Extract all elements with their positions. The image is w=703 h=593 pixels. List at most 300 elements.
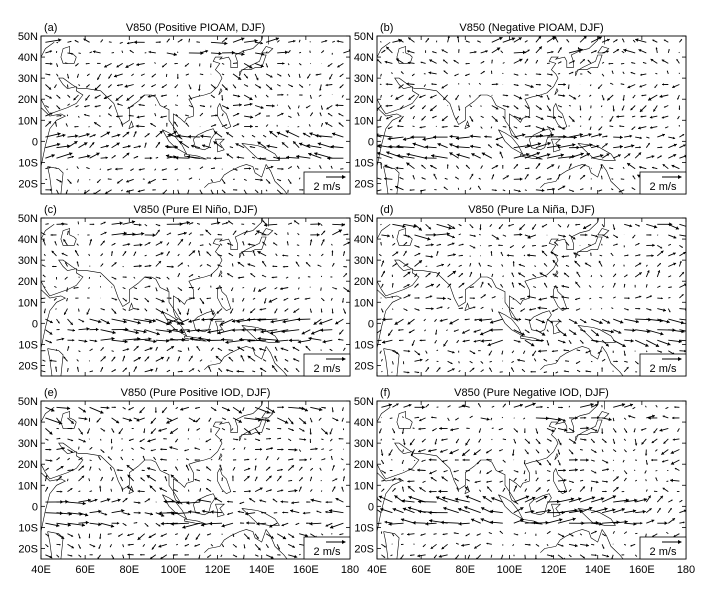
wind-vector [425, 145, 437, 149]
wind-vector [673, 438, 680, 441]
wind-vector [503, 116, 505, 119]
wind-vector [332, 244, 333, 246]
wind-vector [57, 95, 61, 98]
wind-vector [282, 254, 288, 256]
wind-vector [253, 251, 255, 256]
wind-vector [233, 103, 242, 106]
wind-vector [233, 113, 239, 116]
wind-vector [68, 555, 73, 557]
wind-vector [95, 95, 101, 98]
wind-vector [293, 347, 300, 351]
lat-label: 0 [31, 501, 38, 514]
wind-vector [613, 319, 623, 324]
wind-vector [310, 51, 311, 53]
wind-vector [525, 85, 534, 89]
wind-vector [613, 40, 617, 43]
wind-vector [448, 243, 455, 246]
wind-vector [145, 133, 150, 137]
wind-vector [404, 309, 408, 311]
wind-vector [77, 166, 79, 168]
wind-vector [534, 266, 536, 267]
wind-vector [575, 298, 580, 300]
wind-vector [580, 555, 585, 558]
wind-vector [588, 244, 591, 245]
lat-label: 50N [17, 396, 38, 408]
wind-vector [332, 309, 334, 314]
wind-vector [422, 106, 425, 110]
wind-vector [668, 276, 671, 277]
wind-vector [134, 501, 141, 504]
lat-label: 20N [353, 276, 374, 289]
wind-vector [288, 179, 291, 184]
wind-vector [321, 239, 324, 245]
wind-vector [534, 359, 536, 362]
wind-vector [481, 418, 490, 421]
lat-label: 30N [353, 73, 374, 86]
wind-vector [343, 251, 345, 256]
wind-vector [331, 298, 332, 301]
wind-vector [321, 428, 328, 434]
panel-letter: (f) [380, 387, 391, 399]
wind-vector [668, 49, 669, 53]
wind-vector [138, 190, 145, 193]
wind-vector [178, 263, 183, 267]
wind-vector [57, 338, 65, 341]
lat-label: 50N [353, 31, 374, 43]
wind-vector [536, 439, 540, 444]
wind-vector [525, 125, 531, 127]
wind-vector [486, 459, 491, 461]
lat-label: 10S [354, 339, 374, 352]
wind-vector [167, 277, 170, 279]
wind-vector [274, 356, 277, 362]
wind-vector [536, 73, 541, 75]
lat-label: 0 [31, 318, 38, 331]
wind-vector [321, 231, 325, 235]
coastline [397, 412, 412, 429]
wind-vector [514, 478, 517, 481]
wind-vector [306, 346, 311, 351]
wind-vector [443, 533, 448, 535]
wind-vector [332, 288, 337, 290]
wind-vector [591, 154, 603, 158]
wind-vector [319, 418, 321, 421]
wind-vector [112, 351, 114, 352]
wind-vector [547, 178, 552, 180]
wind-vector [68, 488, 73, 491]
wind-vector [255, 466, 257, 471]
wind-vector [591, 531, 597, 534]
wind-vector [598, 190, 602, 192]
wind-vector [112, 143, 120, 148]
wind-vector [145, 309, 147, 312]
wind-vector [198, 276, 200, 277]
wind-vector [186, 123, 189, 127]
wind-vector [409, 496, 426, 502]
wind-vector [303, 133, 310, 137]
wind-vector [613, 330, 621, 334]
wind-vector [76, 106, 79, 108]
wind-vector [123, 309, 126, 311]
wind-vector [288, 418, 293, 424]
wind-vector [299, 85, 303, 88]
wind-vector [288, 116, 291, 118]
wind-vector [424, 156, 437, 160]
wind-vector [298, 288, 299, 290]
wind-vector [589, 285, 591, 287]
wind-vector [155, 169, 156, 171]
wind-vector [332, 407, 334, 412]
wind-vector [45, 418, 62, 425]
wind-vector [281, 348, 289, 351]
wind-vector [635, 296, 641, 299]
wind-vector [167, 346, 174, 350]
wind-vector [558, 340, 566, 343]
wind-vector [111, 489, 112, 492]
wind-vector [293, 141, 299, 147]
wind-vector [580, 544, 589, 547]
wind-vector [490, 224, 492, 226]
wind-vector [79, 340, 88, 343]
wind-vector [134, 131, 137, 137]
wind-vector [230, 146, 233, 147]
wind-vector [446, 330, 447, 331]
wind-vector [152, 544, 156, 549]
wind-vector [569, 450, 573, 455]
wind-vector [310, 418, 312, 422]
wind-vector [441, 439, 447, 441]
wind-vector [514, 127, 517, 129]
wind-vector [284, 368, 288, 372]
wind-vector [245, 512, 255, 516]
wind-vector [415, 245, 420, 247]
wind-vector [514, 340, 521, 343]
wind-vector [57, 179, 62, 182]
wind-vector [657, 508, 660, 513]
wind-vector [158, 544, 166, 547]
reference-vector-label: 2 m/s [313, 181, 341, 193]
wind-vector [508, 224, 514, 226]
coastline [28, 32, 264, 139]
wind-vector [395, 186, 403, 190]
wind-vector [580, 36, 587, 43]
wind-vector [276, 254, 278, 256]
wind-vector [461, 544, 470, 547]
wind-vector [492, 165, 498, 169]
wind-vector [338, 113, 343, 116]
wind-vector [544, 372, 547, 373]
wind-vector [426, 284, 434, 288]
wind-vector [105, 190, 112, 194]
wind-vector [211, 52, 222, 56]
wind-vector [299, 52, 301, 53]
wind-vector [646, 137, 649, 138]
wind-vector [470, 245, 476, 248]
wind-vector [226, 132, 233, 137]
wind-vector [68, 346, 70, 351]
wind-vector [90, 142, 95, 148]
wind-vector [397, 125, 403, 127]
wind-vector [316, 74, 322, 76]
wind-vector [613, 297, 616, 298]
wind-vector [525, 50, 530, 53]
wind-vector [624, 275, 627, 277]
wind-vector [139, 104, 145, 106]
wind-vector [147, 439, 155, 443]
wind-vector [430, 106, 437, 112]
wind-vector [331, 166, 332, 169]
wind-vector [396, 145, 414, 149]
wind-vector [403, 439, 405, 445]
wind-vector [444, 71, 448, 74]
wind-vector [112, 243, 116, 245]
wind-vector [434, 174, 437, 180]
wind-vector [646, 244, 655, 247]
wind-vector [123, 243, 130, 246]
wind-vector [638, 126, 646, 129]
wind-vector [277, 469, 283, 471]
wind-vector [277, 62, 284, 65]
wind-vector [211, 407, 216, 411]
wind-vector [218, 234, 222, 236]
wind-vector [178, 351, 182, 353]
wind-vector [244, 459, 249, 461]
wind-vector [479, 83, 481, 84]
wind-vector [222, 190, 225, 193]
wind-vector [342, 95, 343, 98]
wind-vector [469, 83, 470, 84]
wind-vector [68, 339, 75, 342]
wind-vector [642, 439, 647, 445]
wind-vector [160, 116, 166, 118]
wind-vector [601, 275, 603, 277]
wind-vector [231, 288, 233, 292]
wind-vector [657, 340, 670, 345]
wind-vector [442, 544, 448, 549]
wind-vector [178, 371, 183, 373]
lat-label: 50N [17, 31, 38, 43]
wind-vector [222, 523, 234, 527]
wind-vector [558, 330, 567, 336]
wind-vector [45, 223, 48, 224]
wind-vector [489, 368, 492, 372]
wind-vector [426, 266, 428, 267]
wind-vector [99, 534, 101, 539]
lat-label: 40N [17, 417, 38, 430]
wind-vector [380, 242, 381, 245]
wind-vector [474, 450, 481, 456]
wind-vector [101, 367, 103, 372]
wind-vector [470, 361, 473, 363]
wind-vector [90, 491, 92, 492]
wind-vector [287, 241, 289, 245]
wind-vector [656, 471, 658, 472]
wind-vector [479, 224, 481, 230]
wind-vector [646, 490, 647, 492]
wind-vector [536, 189, 545, 192]
wind-vector [623, 95, 625, 101]
wind-vector [206, 439, 211, 442]
wind-vector [299, 477, 303, 481]
wind-vector [90, 239, 93, 245]
wind-vector [641, 95, 646, 97]
wind-vector [45, 330, 52, 335]
wind-vector [185, 534, 189, 540]
coastline [555, 89, 558, 95]
panel-a [18, 22, 352, 198]
wind-vector [613, 531, 614, 534]
wind-vector [668, 286, 672, 287]
wind-vector [558, 94, 565, 97]
wind-vector [244, 534, 250, 540]
lat-label: 40N [353, 52, 374, 65]
wind-vector [243, 555, 245, 561]
wind-vector [156, 157, 158, 158]
wind-vector [507, 254, 514, 257]
wind-vector [651, 59, 658, 63]
wind-vector [671, 460, 680, 465]
wind-vector [163, 438, 167, 439]
wind-vector [79, 555, 82, 557]
wind-vector [439, 555, 448, 558]
wind-vector [218, 348, 222, 351]
wind-vector [340, 85, 344, 89]
wind-vector [675, 468, 680, 471]
wind-vector [381, 224, 382, 225]
wind-vector [140, 407, 145, 413]
wind-vector [657, 521, 667, 525]
wind-vector [186, 74, 189, 76]
wind-vector [430, 95, 437, 98]
wind-vector [211, 124, 216, 126]
wind-vector [580, 188, 583, 189]
wind-vector [415, 284, 419, 288]
wind-vector [101, 428, 105, 431]
wind-vector [406, 82, 414, 85]
wind-vector [512, 351, 514, 353]
wind-vector [481, 50, 488, 53]
wind-vector [57, 491, 63, 493]
wind-vector [79, 544, 81, 548]
wind-vector [568, 85, 570, 90]
wind-vector [613, 340, 626, 347]
wind-vector [162, 407, 167, 413]
wind-vector [402, 428, 404, 434]
wind-vector [306, 262, 310, 266]
wind-vector [75, 63, 78, 66]
wind-vector [147, 467, 156, 470]
wind-vector [420, 126, 426, 128]
wind-vector [255, 106, 264, 110]
wind-vector [611, 308, 613, 309]
wind-vector [634, 428, 636, 432]
wind-vector [533, 287, 536, 288]
wind-vector [478, 403, 481, 407]
wind-vector [233, 439, 238, 441]
wind-vector [330, 439, 332, 441]
wind-vector [299, 40, 300, 43]
wind-vector [558, 116, 562, 118]
wind-vector [396, 167, 404, 170]
wind-vector [562, 255, 569, 258]
wind-vector [171, 475, 178, 481]
wind-vector [112, 298, 118, 300]
wind-vector [580, 340, 583, 343]
wind-vector [409, 330, 415, 333]
wind-vector [457, 153, 470, 158]
wind-vector [419, 487, 425, 491]
wind-vector [156, 347, 158, 351]
panel-c [18, 204, 350, 380]
wind-vector [536, 428, 538, 433]
wind-vector [162, 63, 167, 67]
lon-label: 100E [496, 564, 523, 576]
wind-vector [55, 241, 57, 245]
wind-vector [443, 60, 448, 64]
wind-vector [558, 469, 566, 472]
wind-vector [434, 534, 437, 535]
wind-vector [211, 179, 213, 182]
wind-vector [622, 51, 624, 53]
wind-vector [174, 122, 178, 127]
wind-vector [188, 428, 189, 431]
wind-vector [57, 106, 61, 110]
coastline [61, 47, 76, 64]
wind-vector [288, 50, 290, 53]
wind-vector [244, 428, 251, 433]
wind-vector [491, 127, 492, 129]
wind-vector [448, 298, 451, 300]
coastline [555, 454, 558, 460]
wind-vector [343, 288, 349, 292]
wind-vector [635, 272, 642, 277]
wind-vector [679, 39, 682, 42]
wind-vector [613, 274, 616, 277]
wind-vector [524, 460, 526, 464]
wind-vector [501, 51, 503, 53]
wind-vector [613, 361, 618, 363]
wind-vector [319, 319, 332, 325]
wind-vector [180, 407, 189, 411]
wind-vector [100, 169, 101, 170]
wind-vector [458, 522, 469, 526]
wind-vector [77, 179, 78, 182]
wind-vector [591, 50, 597, 53]
wind-vector [621, 83, 625, 84]
wind-vector [121, 487, 123, 491]
wind-vector [662, 116, 669, 119]
wind-vector [668, 297, 670, 298]
wind-vector [242, 241, 244, 245]
wind-vector [200, 309, 202, 314]
panel-title: V850 (Pure Negative IOD, DJF) [454, 387, 609, 399]
wind-vector [532, 351, 536, 356]
wind-vector [664, 106, 668, 108]
wind-vector [447, 164, 449, 168]
wind-vector [422, 460, 426, 462]
wind-vector [679, 350, 686, 353]
wind-vector [131, 74, 133, 76]
wind-vector [392, 439, 394, 440]
lat-label: 40N [353, 234, 374, 247]
wind-vector [613, 477, 619, 482]
wind-vector [580, 106, 582, 111]
wind-vector [189, 356, 193, 362]
wind-vector [328, 63, 333, 66]
wind-vector [178, 309, 181, 315]
wind-vector [78, 309, 79, 312]
wind-vector [503, 460, 506, 462]
